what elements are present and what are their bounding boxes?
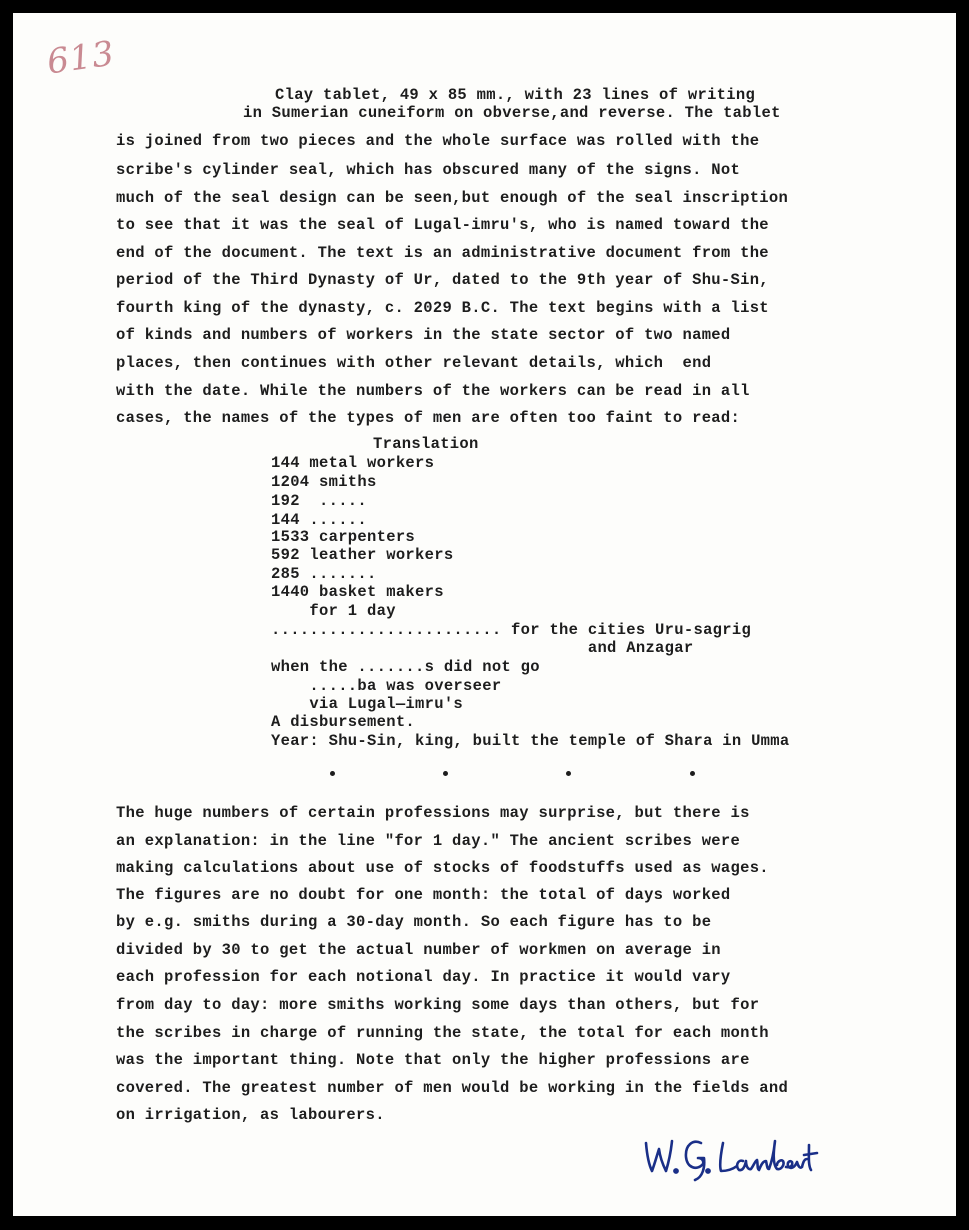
intro-line: cases, the names of the types of men are often too faint to read:	[116, 409, 741, 427]
translation-line: A disbursement.	[271, 713, 416, 731]
translation-line: when the .......s did not go	[271, 658, 540, 676]
translation-line: 144 metal workers	[271, 454, 435, 472]
translation-line: and Anzagar	[271, 639, 694, 657]
separator-dot	[443, 771, 448, 776]
commentary-line: divided by 30 to get the actual number of workmen on average in	[116, 941, 721, 959]
translation-line: via Lugal—imru's	[271, 695, 464, 713]
intro-line: fourth king of the dynasty, c. 2029 B.C. The text begins with a list	[116, 299, 769, 317]
document-page	[13, 13, 956, 1216]
translation-line: 592 leather workers	[271, 546, 454, 564]
intro-line: Clay tablet, 49 x 85 mm., with 23 lines of writing	[275, 86, 756, 104]
commentary-line: The huge numbers of certain professions may surprise, but there is	[116, 804, 750, 822]
translation-line: 144 ......	[271, 511, 368, 529]
translation-line: .....ba was overseer	[271, 677, 502, 695]
separator-dot	[690, 771, 695, 776]
handwritten-page-number: 613	[44, 33, 118, 83]
intro-line: with the date. While the numbers of the workers can be read in all	[116, 382, 750, 400]
commentary-line: The figures are no doubt for one month: the total of days worked	[116, 886, 731, 904]
translation-line: for 1 day	[271, 602, 396, 620]
translation-heading: Translation	[373, 435, 479, 453]
commentary-line: each profession for each notional day. In practice it would vary	[116, 968, 731, 986]
intro-line: end of the document. The text is an administrative document from the	[116, 244, 769, 262]
translation-line: 1204 smiths	[271, 473, 377, 491]
translation-line: Year: Shu-Sin, king, built the temple of Shara in Umma	[271, 732, 790, 750]
commentary-line: on irrigation, as labourers.	[116, 1106, 385, 1124]
commentary-line: the scribes in charge of running the state, the total for each month	[116, 1024, 769, 1042]
intro-line: scribe's cylinder seal, which has obscured many of the signs. Not	[116, 161, 741, 179]
intro-line: places, then continues with other relevant details, which end	[116, 354, 712, 372]
commentary-line: was the important thing. Note that only the higher professions are	[116, 1051, 750, 1069]
translation-line: 1440 basket makers	[271, 583, 444, 601]
separator-dot	[566, 771, 571, 776]
separator-dot	[330, 771, 335, 776]
commentary-line: an explanation: in the line "for 1 day." The ancient scribes were	[116, 832, 741, 850]
handwritten-signature	[641, 1131, 821, 1183]
intro-line: of kinds and numbers of workers in the state sector of two named	[116, 326, 731, 344]
commentary-line: making calculations about use of stocks of foodstuffs used as wages.	[116, 859, 769, 877]
intro-line: much of the seal design can be seen,but enough of the seal inscription	[116, 189, 789, 207]
commentary-line: covered. The greatest number of men would be working in the fields and	[116, 1079, 789, 1097]
intro-line: in Sumerian cuneiform on obverse,and reverse. The tablet	[243, 104, 781, 122]
translation-line: 192 .....	[271, 492, 368, 510]
commentary-line: from day to day: more smiths working some days than others, but for	[116, 996, 760, 1014]
translation-line: 285 .......	[271, 565, 377, 583]
commentary-line: by e.g. smiths during a 30-day month. So each figure has to be	[116, 913, 712, 931]
intro-line: period of the Third Dynasty of Ur, dated to the 9th year of Shu-Sin,	[116, 271, 769, 289]
translation-line: ........................ for the cities Uru-sagrig	[271, 621, 752, 639]
intro-line: to see that it was the seal of Lugal-imru's, who is named toward the	[116, 216, 769, 234]
translation-line: 1533 carpenters	[271, 528, 416, 546]
intro-line: is joined from two pieces and the whole surface was rolled with the	[116, 132, 760, 150]
